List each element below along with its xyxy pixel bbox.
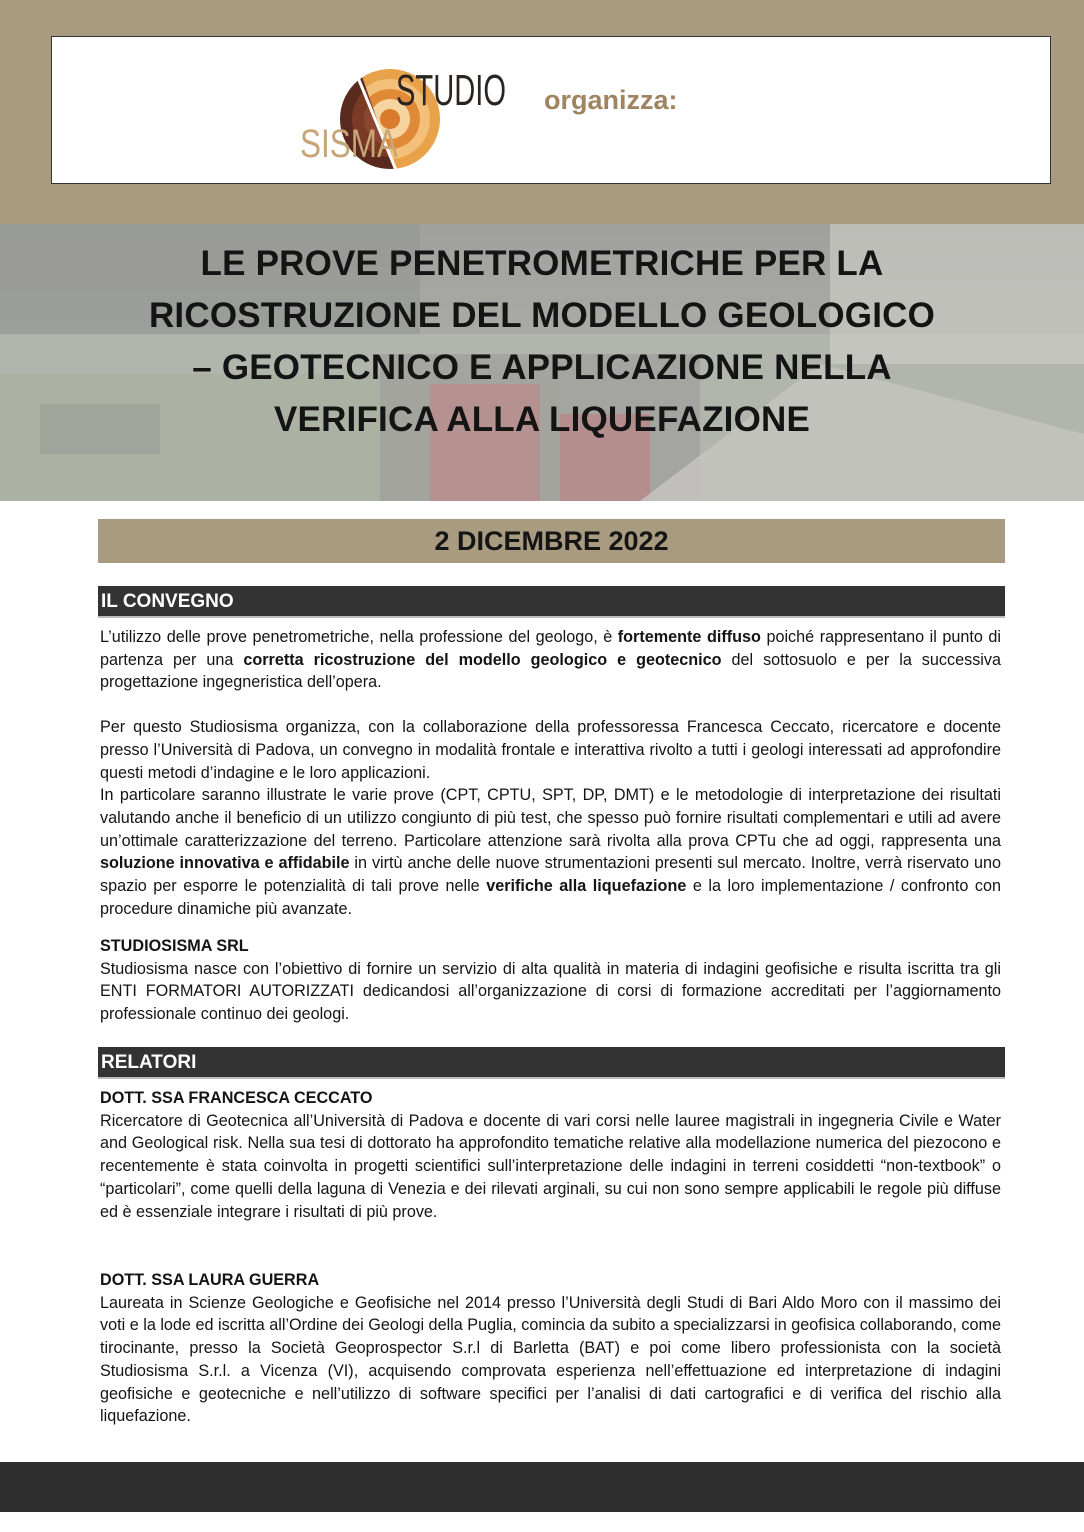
speaker-ceccato [100, 1087, 1001, 1223]
section-heading-convegno: IL CONVEGNO [98, 586, 1005, 618]
speaker-guerra [100, 1269, 1001, 1428]
studiosisma-logo [300, 57, 510, 167]
convegno-paragraph-3: In particolare saranno illustrate le varie prove (CPT, CPTU, SPT, DP, DMT) e le metodologie di interpretazione dei risultati valutando anche il beneficio di un utilizzo congiunto di più test, che spesso può fornire risultati complementari e utili ad avere un’ottimale caratterizzazione del terreno. Particolare attenzione sarà rivolta alla prova CPTu che ad oggi, rappresenta una soluzione innovativa e affidabile in virtù anche delle nuove strumentazioni presenti sul mercato. Inoltre, verrà riservato uno spazio per esporre le potenzialità di tali prove nelle verifiche alla liquefazione e la loro implementazione / confronto con procedure dinamiche più avanzate. [100, 786, 1001, 918]
event-title [40, 238, 1044, 446]
convegno-paragraph-2: Per questo Studiosisma organizza, con la collaborazione della professoressa Francesca Ceccato, ricercatore e docente presso l’Università di Padova, un convegno in modalità frontale e interattiva rivolto a tutti i geologi interessati ad approfondire questi metodi d’indagine e le loro applicazioni. [100, 718, 1001, 782]
svg-text:SISMA: SISMA [300, 122, 399, 166]
header-box [51, 36, 1051, 184]
convegno-body [100, 626, 1001, 920]
convegno-paragraph-1: L’utilizzo delle prove penetrometriche, nella professione del geologo, è fortemente diffuso poiché rappresentano il punto di partenza per una corretta ricostruzione del modello geologico e geotecnico del sottosuolo e per la successiva progettazione ingegneristica dell’opera. [100, 628, 1001, 692]
title-line: RICOSTRUZIONE DEL MODELLO GEOLOGICO [148, 296, 936, 335]
studiosisma-heading: STUDIOSISMA SRL [100, 937, 249, 955]
title-line: – GEOTECNICO E APPLICAZIONE NELLA [192, 348, 892, 387]
svg-text:STUDIO: STUDIO [396, 66, 506, 115]
footer-bar [0, 1462, 1084, 1512]
speaker-bio: Ricercatore di Geotecnica all’Università di Padova e docente di vari corsi nelle lauree magistrali in ingegneria Civile e Water and Geological risk. Nella sua tesi di dottorato ha approfondito tematiche relative alla modellazione numerica del piezocono e recentemente è stata coinvolta in progetti scientifici sull’interpretazione delle indagini in terreni cosiddetti “non-textbook” o “particolari”, come quelli della laguna di Venezia e dei rilevati arginali, su cui non sono sempre applicabili le regole più diffuse ed è essenziale integrare i risultati di più prove. [100, 1111, 1001, 1221]
organizza-label: organizza: [544, 85, 678, 115]
section-heading-relatori: RELATORI [98, 1047, 1005, 1079]
studiosisma-text: Studiosisma nasce con l’obiettivo di fornire un servizio di alta qualità in materia di indagini geofisiche e risulta iscritta tra gli ENTI FORMATORI AUTORIZZATI dedicandosi all’organizzazione di corsi di formazione accreditati per l’aggiornamento professionale continuo dei geologi. [100, 959, 1001, 1024]
title-line: LE PROVE PENETROMETRICHE PER LA [200, 244, 884, 283]
event-date: 2 DICEMBRE 2022 [98, 519, 1005, 563]
title-line: VERIFICA ALLA LIQUEFAZIONE [273, 400, 811, 439]
hero-banner [0, 224, 1084, 501]
speaker-name: DOTT. SSA FRANCESCA CECCATO [100, 1089, 373, 1107]
speaker-bio: Laureata in Scienze Geologiche e Geofisiche nel 2014 presso l’Università degli Studi di Bari Aldo Moro con il massimo dei voti e la lode ed iscritta all’Ordine dei Geologi della Puglia, comincia da subito a specializzarsi in geofisica collaborando, come tirocinante, presso la Società Geoprospector S.r.l di Barletta (BAT) e poi come libero professionista con la società Studiosisma S.r.l. a Vicenza (VI), acquisendo comprovata esperienza nell’effettuazione ed interpretazione di indagini geofisiche e geotecniche e nell’utilizzo di software specifici per l’analisi di dati cartografici e di verifica del rischio alla liquefazione. [100, 1293, 1001, 1426]
studiosisma-section [100, 935, 1001, 1026]
speaker-name: DOTT. SSA LAURA GUERRA [100, 1271, 320, 1289]
